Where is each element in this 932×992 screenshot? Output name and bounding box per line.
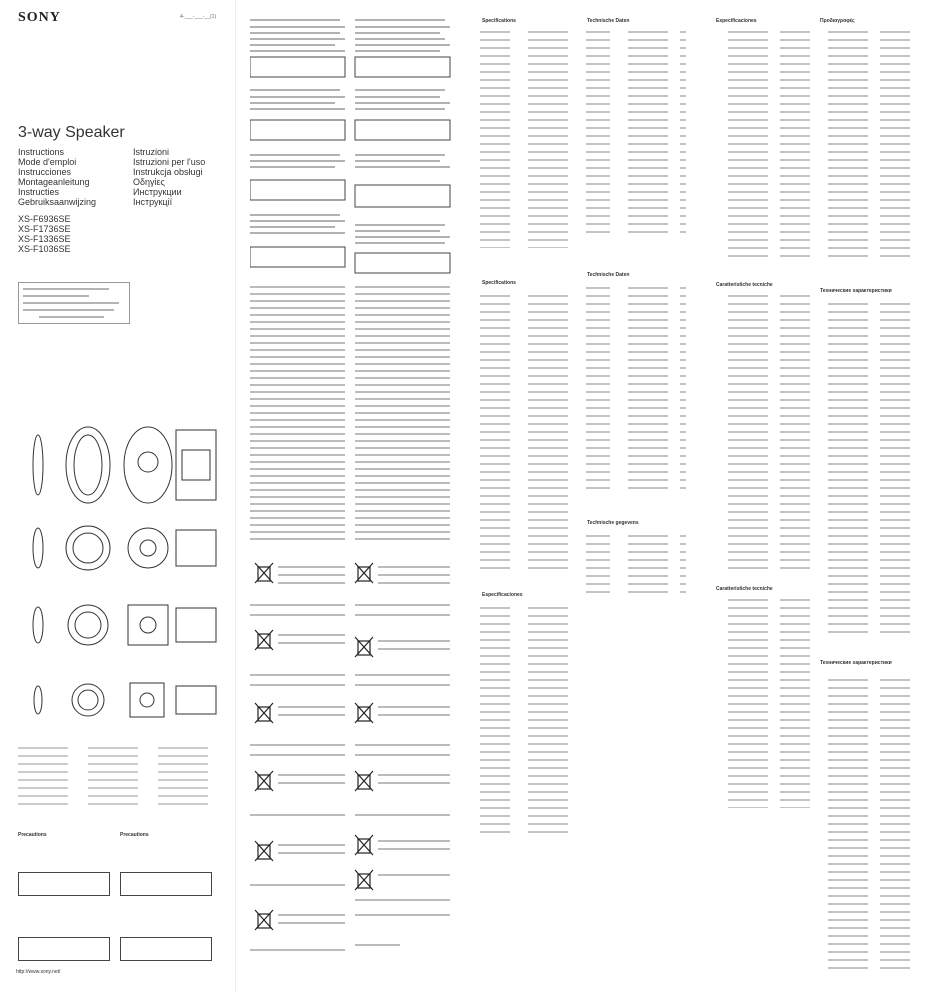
- language-list: [18, 147, 228, 207]
- language-item: Instructions: [18, 147, 65, 157]
- safety-text-block: [250, 15, 460, 975]
- specs-russian-heading: Технические характеристики: [820, 288, 892, 294]
- technical-data-heading: Technische Daten: [587, 18, 630, 24]
- notice-box: [120, 872, 212, 896]
- part-number: 4-___-___-__(1): [180, 14, 217, 20]
- model-number: XS-F1036SE: [18, 244, 71, 254]
- language-item: Instructies: [18, 187, 60, 197]
- spec-tables: [478, 28, 918, 978]
- language-item: Οδηγίες: [133, 177, 165, 187]
- precautions-heading: Precautions: [18, 832, 47, 838]
- specs-spanish-heading: Especificaciones: [716, 18, 757, 24]
- manufacturer-text-lines: [19, 283, 129, 323]
- specs-spanish-heading-2: Especificaciones: [482, 592, 523, 598]
- specs-greek-heading: Προδιαγραφές: [820, 18, 855, 24]
- language-item: Инструкции: [133, 187, 182, 197]
- language-item: Gebruiksaanwijzing: [18, 197, 97, 207]
- specifications-heading: Specifications: [482, 18, 516, 24]
- language-item: Instrucciones: [18, 167, 72, 177]
- precautions-heading-2: Precautions: [120, 832, 149, 838]
- sony-logo: SONY: [18, 10, 61, 25]
- parts-list-lines: [18, 742, 218, 814]
- specs-italian-heading: Caratteristiche tecniche: [716, 282, 773, 288]
- notice-box: [18, 937, 110, 961]
- language-item: Montageanleitung: [18, 177, 90, 187]
- document-title: 3-way Speaker: [18, 124, 125, 141]
- language-item: Istruzioni per l'uso: [133, 157, 206, 167]
- model-number: XS-F1336SE: [18, 234, 71, 244]
- technical-data-heading-2: Technische Daten: [587, 272, 630, 278]
- language-item: Istruzioni: [133, 147, 170, 157]
- speaker-dimension-drawing: [18, 420, 218, 730]
- specs-italian-heading-2: Caratteristiche tecniche: [716, 586, 773, 592]
- language-item: Інструкції: [133, 197, 173, 207]
- manufacturer-box: [18, 282, 130, 324]
- model-list: [18, 214, 71, 254]
- language-item: Instrukcja obsługi: [133, 167, 203, 177]
- fold-line: [235, 0, 236, 992]
- specs-dutch-heading: Technische gegevens: [587, 520, 639, 526]
- notice-box: [18, 872, 110, 896]
- notice-box: [120, 937, 212, 961]
- specs-russian-heading-2: Технические характеристики: [820, 660, 892, 666]
- language-item: Mode d'emploi: [18, 157, 77, 167]
- sony-url: http://www.sony.net/: [16, 969, 61, 975]
- model-number: XS-F1736SE: [18, 224, 71, 234]
- model-number: XS-F6936SE: [18, 214, 71, 224]
- specifications-heading-2: Specifications: [482, 280, 516, 286]
